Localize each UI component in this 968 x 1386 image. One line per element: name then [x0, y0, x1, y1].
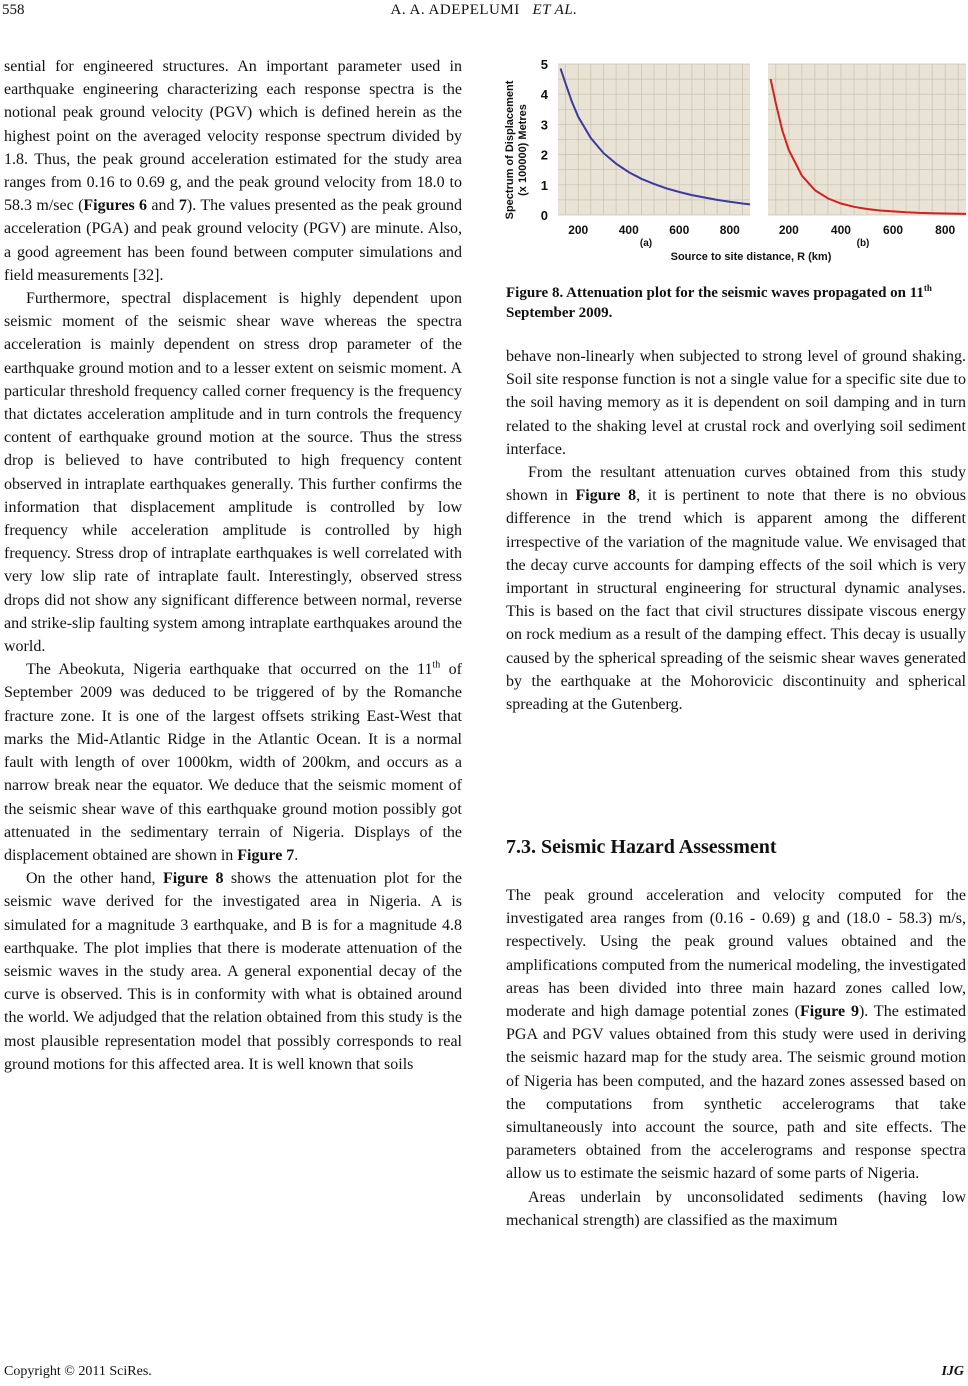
left-p1-text: sential for engineered structures. An important parameter used in earthquake engineering characterizing each response spectra is the notional peak ground velocity (PGV) which is defined herein as the highest point on the averaged velocity response spectrum divided by 1.8. Thus, the peak ground acceleration estimated for the study area ranges from 0.16 to 0.69 g, and the peak ground velocity from 18.0 to 58.3 m/sec (: [4, 58, 462, 215]
right-p2-text: From the resultant attenuation curves obtained from this study shown in: [506, 464, 966, 505]
figure-8-caption: [506, 283, 966, 323]
x-tick-label-a-200: 200: [568, 223, 589, 237]
y-tick-label-4: 4: [540, 87, 548, 103]
x-tick-label-b-200: 200: [778, 223, 799, 237]
left-paragraph-1: [4, 55, 462, 287]
panel-a: [558, 64, 750, 215]
y-tick-label-1: 1: [540, 177, 548, 193]
right-column-top: [506, 345, 966, 716]
figure-6-ref: Figures 6: [83, 197, 148, 215]
left-p3-sup: th: [432, 659, 441, 671]
right-paragraph-1: behave non-linearly when subjected to strong level of ground shaking. Soil site response function is not a single value for a specific site due to the soil having memory as it is dependent on soil damping and in turn related to the shaking level at crustal rock and overlying soil sediment interface.: [506, 348, 966, 458]
y-axis-ticks: [541, 57, 549, 223]
x-tick-label-a-600: 600: [669, 223, 690, 237]
x-axis-ticks-b: [779, 223, 956, 237]
y-axis-label-line-2: (x 100000) Metres: [517, 104, 529, 196]
page-footer: [0, 1364, 968, 1384]
y-tick-label-0: 0: [540, 208, 548, 223]
panel-b: [768, 64, 966, 215]
right-p3-text: The peak ground acceleration and velocity computed for the investigated area ranges from (0.16 - 0.69) g and (18.0 - 58.3) m/s, respectively. Using the peak ground values obtained and the amplifications computed from the numerical modeling, the investigated areas has been divided into three main hazard zones called low, moderate and high damage potential zones (: [506, 887, 966, 1021]
right-p3-rest: ). The estimated PGA and PGV values obtained from this study were used in deriving the seismic hazard map for the study area. The seismic ground motion of Nigeria has been computed, and the hazard zones assessed based on the computations from synthetic accelerograms that take simultaneously into account the source, path and site effects. The parameters obtained from the accelerograms and response spectra allow us to estimate the seismic hazard of some parts of Nigeria.: [506, 1003, 967, 1183]
left-p4-text: On the other hand,: [26, 870, 163, 888]
page-header: [0, 0, 968, 30]
copyright: Copyright © 2011 SciRes.: [4, 1364, 152, 1379]
figure-8-ref-2: Figure 8: [575, 487, 637, 505]
y-tick-label-3: 3: [540, 117, 548, 133]
y-axis-label-line-1: Spectrum of Displacement: [504, 80, 516, 220]
x-axis-ticks-a: [568, 223, 740, 237]
left-p4-rest: shows the attenuation plot for the seismic wave derived for the investigated area in Nigeria. A is simulated for a magnitude 3 earthquake, and B is for a magnitude 4.8 earthquake. The plot implies that there is moderate attenuation of the seismic waves in the study area. A general exponential decay of the curve is observed. This is in conformity with what is obtained around the world. We adjudged that the relation obtained from this study is the most plausible representation model that possibly corresponds to real ground motions for this affected area. It is well known that soils: [4, 870, 462, 1073]
left-paragraph-3: [4, 658, 462, 867]
panel-b-label: (b): [856, 238, 870, 249]
running-head-authors: A. A. ADEPELUMI: [390, 2, 520, 18]
left-p3-end: .: [294, 846, 299, 864]
right-p2-rest: , it is pertinent to note that there is no obvious difference in the trend which is apparent among the different irrespective of the variation of the magnitude value. We envisaged that the decay curve accounts for damping effects of the soil which is very important in structural engineering for structural dynamic analyses. This is based on the fact that civil structures dissipate viscous energy on rock medium as a result of the damping effect. This decay is usually caused by the spherical spreading of the seismic shear waves generated by the earthquake at the Mohorovicic discontinuity and spherical spreading at the Gutenberg.: [506, 487, 967, 714]
y-tick-label-2: 2: [540, 147, 548, 163]
section-heading: 7.3. Seismic Hazard Assessment: [506, 836, 777, 858]
figure-7-ref: 7: [178, 197, 187, 215]
caption-text: Figure 8. Attenuation plot for the seismic waves propagated on 11: [506, 285, 924, 301]
caption-rest: September 2009.: [506, 305, 613, 321]
figure-8: [506, 50, 966, 270]
figure-8-ref: Figure 8: [162, 870, 224, 888]
right-column-bottom: [506, 884, 966, 1232]
right-paragraph-2: [506, 461, 966, 716]
x-tick-label-a-400: 400: [618, 223, 639, 237]
caption-sup: th: [923, 283, 932, 293]
x-axis-label: Source to site distance, R (km): [670, 251, 832, 263]
running-head-etal: ET AL.: [532, 2, 578, 18]
left-p1-rest: ). The values presented as the peak ground acceleration (PGA) and peak ground velocity (PGV) are minute. Also, a good agreement has been found between computer simulations and field measurements [32].: [4, 197, 463, 284]
left-paragraph-4: [4, 867, 462, 1076]
x-tick-label-b-600: 600: [883, 223, 904, 237]
right-paragraph-3: [506, 884, 966, 1186]
right-paragraph-4: Areas underlain by unconsolidated sediments (having low mechanical strength) are classified as the maximum: [506, 1188, 966, 1229]
figure-7-ref-2: Figure 7: [237, 846, 295, 864]
left-p3-rest: of September 2009 was deduced to be triggered of by the Romanche fracture zone. It is one of the largest offsets striking East-West that marks the Mid-Atlantic Ridge in the Atlantic Ocean. It is a normal fault with length of over 1000km, width of 200km, and occurs as a narrow break near the equator. We deduce that the seismic moment of the seismic shear wave of this earthquake ground motion possibly got attenuated in the sedimentary terrain of Nigeria. Displays of the displacement obtained are shown in: [4, 661, 462, 864]
x-tick-label-a-800: 800: [719, 223, 740, 237]
panel-a-label: (a): [639, 238, 653, 249]
figure-9-ref: Figure 9: [800, 1003, 859, 1021]
left-p3-text: The Abeokuta, Nigeria earthquake that occurred on the 11: [26, 661, 433, 679]
x-tick-label-b-800: 800: [935, 223, 956, 237]
page-number: 558: [2, 2, 25, 18]
attenuation-plot: [506, 50, 966, 270]
journal-abbrev: IJG: [941, 1364, 964, 1379]
y-tick-label-5: 5: [540, 57, 548, 72]
left-p1-and: and: [147, 197, 179, 215]
left-paragraph-2: Furthermore, spectral displacement is highly dependent upon seismic moment of the seismic shear wave whereas the spectra acceleration is mainly dependent on stress drop parameter of the earthquake ground motion and to a lesser extent on seismic moment. A particular threshold frequency called corner frequency is the frequency that dictates acceleration amplitude and in turn controls the frequency content of earthquake ground motion at the source. Thus the stress drop is believed to have contributed to high frequency content observed in intraplate earthquakes generally. This further confirms the information that displacement amplitude is controlled by low frequency while acceleration amplitude is controlled by high frequency. Stress drop of intraplate earthquakes is well correlated with very low slip rate of intraplate fault. Interestingly, observed stress drops did not show any significant difference between normal, reverse and strike-slip faulting system among intraplate earthquakes around the world.: [4, 290, 462, 656]
x-tick-label-b-400: 400: [830, 223, 851, 237]
running-head: [0, 2, 968, 19]
left-column: [4, 55, 462, 1076]
